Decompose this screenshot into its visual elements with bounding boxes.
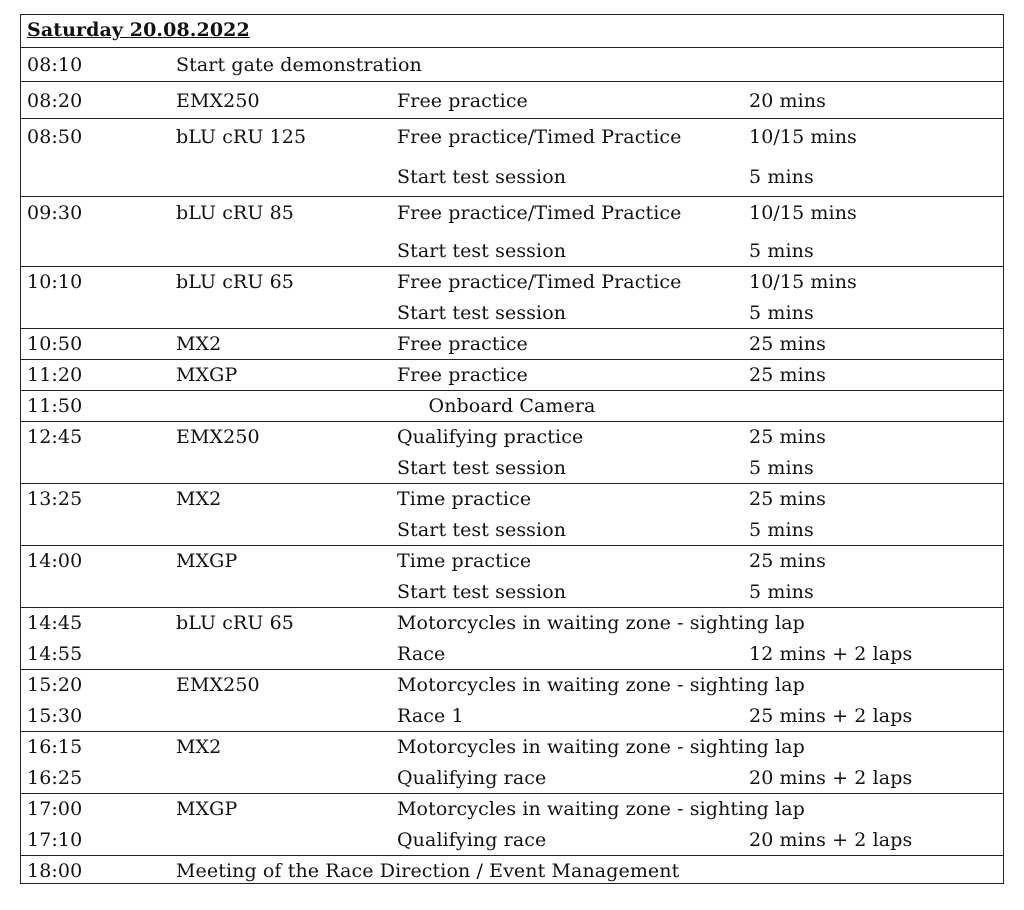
class-cell: MX2 bbox=[176, 333, 222, 355]
schedule-row bbox=[21, 196, 1003, 266]
class-cell: EMX250 bbox=[176, 674, 260, 696]
time-cell: 10:50 bbox=[27, 333, 83, 355]
duration-cell: 5 mins bbox=[749, 166, 814, 188]
class-cell: EMX250 bbox=[176, 90, 260, 112]
class-cell: bLU cRU 65 bbox=[176, 612, 294, 634]
duration-cell: 12 mins + 2 laps bbox=[749, 643, 913, 665]
class-cell: MX2 bbox=[176, 488, 222, 510]
time-cell: 16:15 bbox=[27, 736, 83, 758]
activity-cell: Free practice bbox=[397, 333, 528, 355]
activity-cell: Start test session bbox=[397, 457, 567, 479]
duration-cell: 25 mins bbox=[749, 364, 826, 386]
duration-cell: 5 mins bbox=[749, 240, 814, 262]
class-cell: EMX250 bbox=[176, 426, 260, 448]
activity-cell: Free practice/Timed Practice bbox=[397, 126, 682, 148]
time-cell: 17:00 bbox=[27, 798, 83, 820]
class-cell: MXGP bbox=[176, 798, 238, 820]
schedule-row bbox=[21, 266, 1003, 328]
duration-cell: 20 mins + 2 laps bbox=[749, 767, 913, 789]
time-cell: 14:00 bbox=[27, 550, 83, 572]
class-cell: MXGP bbox=[176, 364, 238, 386]
activity-cell: Start test session bbox=[397, 302, 567, 324]
time-cell: 14:45 bbox=[27, 612, 83, 634]
schedule-title: Saturday 20.08.2022 bbox=[27, 19, 250, 41]
time-cell: 08:10 bbox=[27, 54, 83, 76]
activity-cell: Start test session bbox=[397, 166, 567, 188]
duration-cell: 25 mins bbox=[749, 426, 826, 448]
activity-cell: Time practice bbox=[397, 550, 532, 572]
duration-cell: 10/15 mins bbox=[749, 202, 857, 224]
title-row bbox=[21, 15, 1003, 47]
class-cell: MX2 bbox=[176, 736, 222, 758]
schedule-row bbox=[21, 328, 1003, 359]
duration-cell: 10/15 mins bbox=[749, 271, 857, 293]
schedule-row bbox=[21, 81, 1003, 118]
activity-cell: Qualifying race bbox=[397, 829, 547, 851]
time-cell: 08:20 bbox=[27, 90, 83, 112]
time-cell: 15:20 bbox=[27, 674, 83, 696]
schedule-row bbox=[21, 47, 1003, 81]
time-cell: 11:50 bbox=[27, 395, 83, 417]
time-cell: 09:30 bbox=[27, 202, 83, 224]
class-cell: MXGP bbox=[176, 550, 238, 572]
time-cell: 18:00 bbox=[27, 860, 83, 882]
schedule-row bbox=[21, 421, 1003, 483]
activity-cell: Motorcycles in waiting zone - sighting lap bbox=[397, 736, 805, 758]
activity-cell: Start test session bbox=[397, 519, 567, 541]
time-cell: 14:55 bbox=[27, 643, 83, 665]
schedule-row bbox=[21, 118, 1003, 196]
schedule-row bbox=[21, 359, 1003, 390]
time-cell: 11:20 bbox=[27, 364, 83, 386]
duration-cell: 25 mins + 2 laps bbox=[749, 705, 913, 727]
activity-cell: Race bbox=[397, 643, 446, 665]
duration-cell: 20 mins + 2 laps bbox=[749, 829, 913, 851]
class-cell: bLU cRU 125 bbox=[176, 126, 307, 148]
schedule-row bbox=[21, 545, 1003, 607]
duration-cell: 10/15 mins bbox=[749, 126, 857, 148]
activity-cell: Qualifying practice bbox=[397, 426, 584, 448]
schedule-row bbox=[21, 483, 1003, 545]
class-cell: bLU cRU 85 bbox=[176, 202, 294, 224]
activity-cell: Motorcycles in waiting zone - sighting lap bbox=[397, 674, 805, 696]
schedule-row bbox=[21, 731, 1003, 793]
schedule-row bbox=[21, 669, 1003, 731]
duration-cell: 25 mins bbox=[749, 488, 826, 510]
centered-event: Onboard Camera bbox=[428, 395, 596, 417]
schedule-row bbox=[21, 607, 1003, 669]
time-cell: 16:25 bbox=[27, 767, 83, 789]
activity-cell: Time practice bbox=[397, 488, 532, 510]
duration-cell: 5 mins bbox=[749, 302, 814, 324]
time-cell: 08:50 bbox=[27, 126, 83, 148]
activity-cell: Qualifying race bbox=[397, 767, 547, 789]
time-cell: 17:10 bbox=[27, 829, 83, 851]
time-cell: 12:45 bbox=[27, 426, 83, 448]
activity-cell: Free practice bbox=[397, 90, 528, 112]
event-text: Meeting of the Race Direction / Event Management bbox=[176, 860, 680, 882]
time-cell: 10:10 bbox=[27, 271, 83, 293]
activity-cell: Start test session bbox=[397, 240, 567, 262]
activity-cell: Free practice/Timed Practice bbox=[397, 271, 682, 293]
duration-cell: 5 mins bbox=[749, 581, 814, 603]
activity-cell: Free practice/Timed Practice bbox=[397, 202, 682, 224]
duration-cell: 5 mins bbox=[749, 519, 814, 541]
duration-cell: 25 mins bbox=[749, 550, 826, 572]
duration-cell: 5 mins bbox=[749, 457, 814, 479]
schedule-row bbox=[21, 855, 1003, 885]
activity-cell: Motorcycles in waiting zone - sighting lap bbox=[397, 612, 805, 634]
activity-cell: Motorcycles in waiting zone - sighting lap bbox=[397, 798, 805, 820]
schedule-row bbox=[21, 793, 1003, 855]
activity-cell: Start test session bbox=[397, 581, 567, 603]
duration-cell: 25 mins bbox=[749, 333, 826, 355]
activity-cell: Free practice bbox=[397, 364, 528, 386]
duration-cell: 20 mins bbox=[749, 90, 826, 112]
time-cell: 15:30 bbox=[27, 705, 83, 727]
event-text: Start gate demonstration bbox=[176, 54, 422, 76]
schedule-table bbox=[20, 14, 1004, 884]
activity-cell: Race 1 bbox=[397, 705, 464, 727]
schedule-row bbox=[21, 390, 1003, 421]
class-cell: bLU cRU 65 bbox=[176, 271, 294, 293]
time-cell: 13:25 bbox=[27, 488, 83, 510]
